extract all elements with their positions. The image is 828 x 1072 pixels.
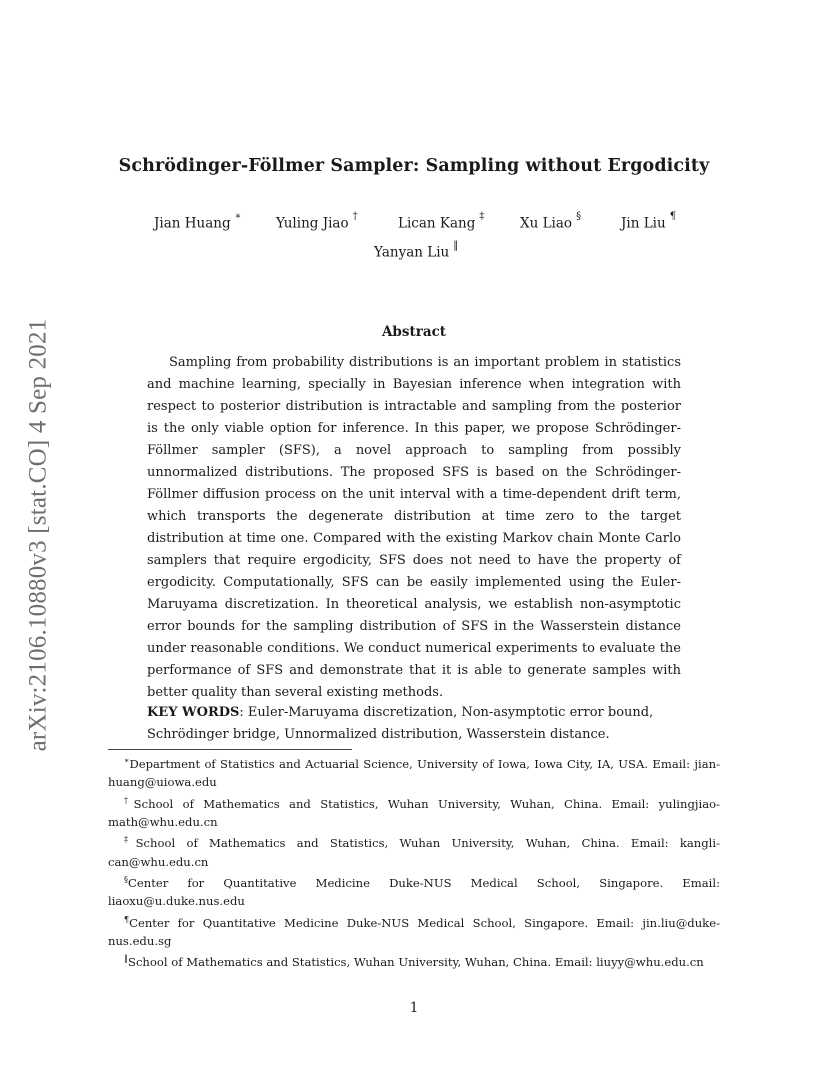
paper-title: Schrödinger-Föllmer Sampler: Sampling without Ergodicity	[118, 156, 710, 176]
footnote	[108, 831, 720, 871]
footnote-text: Department of Statistics and Actuarial Science, University of Iowa, Iowa City, IA, USA. Email: jian-huang@uiowa.edu	[108, 756, 720, 790]
author-jian-huang	[154, 211, 242, 232]
footnote-text: Center for Quantitative Medicine Duke-NUS Medical School, Singapore. Email: liaoxu@u.duke.nus.edu	[108, 875, 720, 909]
footnote-text: Center for Quantitative Medicine Duke-NUS Medical School, Singapore. Email: jin.liu@duke-nus.edu.sg	[108, 915, 720, 948]
author-yanyan-liu	[374, 240, 459, 261]
footnote-text: School of Mathematics and Statistics, Wuhan University, Wuhan, China. Email: kangli-can@whu.edu.cn	[108, 836, 720, 869]
author-name: Lican Kang	[398, 215, 476, 232]
footnote-text: School of Mathematics and Statistics, Wuhan University, Wuhan, China. Email: yulingjiao-math@whu.edu.cn	[108, 796, 721, 829]
author-name: Jian Huang	[154, 215, 231, 232]
author-mark: †	[352, 211, 358, 222]
footnote-mark: ¶	[124, 914, 130, 924]
footnote-mark: ‖	[124, 954, 128, 964]
footnote-text: School of Mathematics and Statistics, Wuhan University, Wuhan, China. Email: liuyy@whu.edu.cn	[128, 955, 704, 970]
author-mark: §	[576, 211, 582, 222]
author-lican-kang	[398, 211, 485, 232]
author-yuling-jiao	[276, 211, 358, 232]
author-mark: ‖	[453, 240, 459, 251]
author-mark: ∗	[234, 211, 242, 222]
footnote	[108, 752, 720, 792]
arxiv-identifier-sidebar	[22, 300, 54, 770]
keywords-text: : Euler-Maruyama discretization, Non-asymptotic error bound, Schrödinger bridge, Unnormalized distribution, Wasserstein distance.	[147, 705, 654, 742]
page-number: 1	[409, 1000, 419, 1016]
arxiv-identifier: arXiv:2106.10880v3 [stat.CO] 4 Sep 2021	[24, 318, 52, 752]
footnote	[108, 950, 720, 971]
footnote	[108, 871, 720, 911]
author-name: Xu Liao	[520, 215, 573, 232]
footnote	[108, 911, 720, 951]
footnote-mark: §	[124, 875, 128, 885]
author-jin-liu	[621, 211, 677, 232]
footnote-mark: †	[124, 795, 134, 805]
footnote-mark: ∗	[124, 756, 130, 765]
abstract-heading: Abstract	[381, 324, 447, 340]
author-mark: ‡	[479, 211, 485, 222]
footnote-mark: ‡	[124, 835, 136, 845]
author-mark: ¶	[669, 211, 677, 222]
footnotes	[108, 752, 720, 972]
abstract-text: Sampling from probability distributions is an important problem in statistics and machine learning, specially in Bayesian inference when integration with respect to posterior distribution is intractable and sampling from the posterior is the only viable option for inference. In this paper, we propose Schrödinger-Föllmer sampler (SFS), a novel approach to sampling from possibly unnormalized distributions. The proposed SFS is based on the Schrödinger-Föllmer diffusion process on the unit interval with a time-dependent drift term, which transports the degenerate distribution at time zero to the target distribution at time one. Compared with the existing Markov chain Monte Carlo samplers that require ergodicity, SFS does not need to have the property of ergodicity. Computationally, SFS can be easily implemented using the Euler-Maruyama discretization. In theoretical analysis, we establish non-asymptotic error bounds for the sampling distribution of SFS in the Wasserstein distance under reasonable conditions. We conduct numerical experiments to evaluate the performance of SFS and demonstrate that it is able to generate samples with better quality than several existing methods.	[147, 355, 681, 700]
footnote	[108, 792, 720, 832]
footnote-divider	[108, 749, 352, 750]
keywords-label: KEY WORDS	[147, 705, 240, 720]
author-name: Yanyan Liu	[374, 244, 450, 261]
keywords	[147, 702, 737, 746]
author-name: Yuling Jiao	[276, 215, 349, 232]
author-name: Jin Liu	[621, 215, 666, 232]
author-xu-liao	[520, 211, 582, 232]
